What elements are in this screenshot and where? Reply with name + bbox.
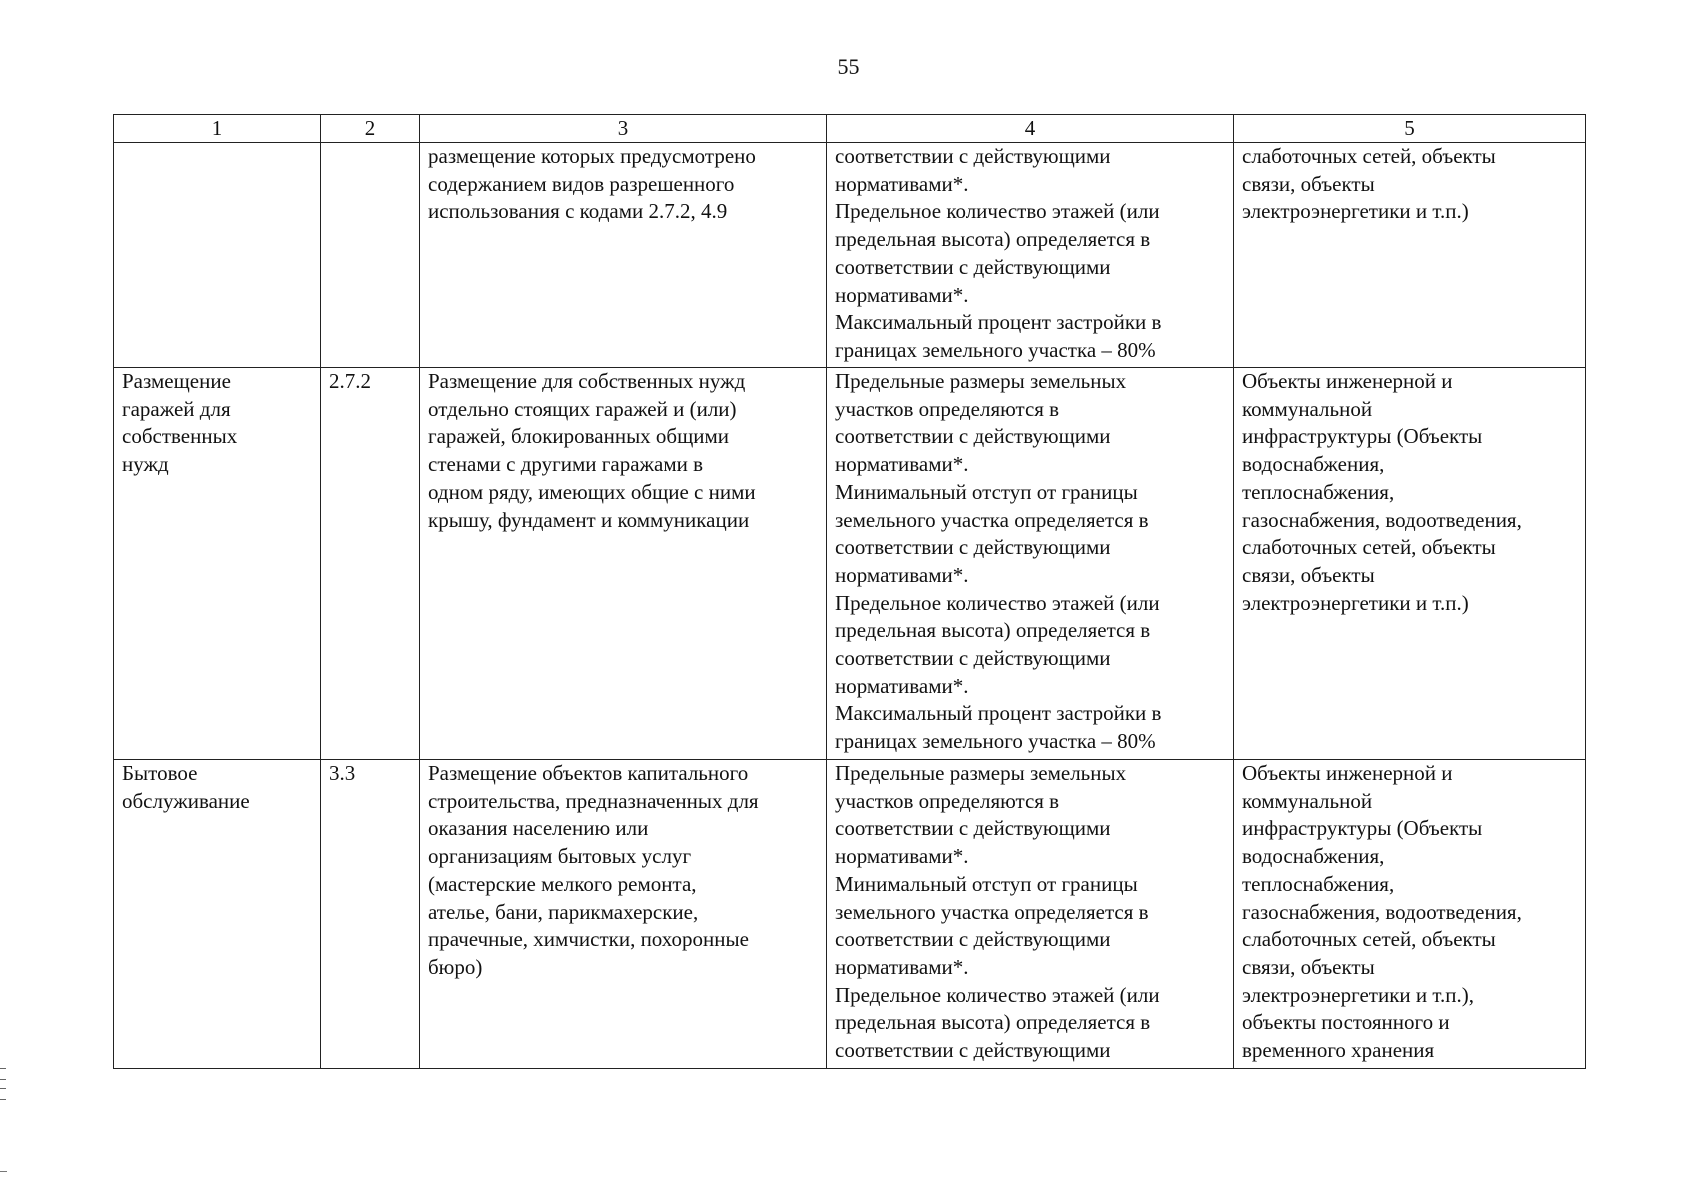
infrastructure-line: водоснабжения, — [1242, 844, 1385, 869]
infrastructure-line: слаботочных сетей, объекты — [1242, 144, 1496, 168]
use-name-cell — [114, 760, 321, 1069]
parameters-line: Предельное количество этажей (или — [835, 590, 1160, 615]
parameters-line: нормативами*. — [835, 171, 969, 196]
parameters-line: соответствии с действующими — [835, 816, 1111, 841]
parameters-line: соответствии с действующими — [835, 254, 1111, 279]
infrastructure-line: слаботочных сетей, объекты — [1242, 535, 1496, 560]
table-row — [114, 368, 1586, 760]
parameters-line: нормативами*. — [835, 562, 969, 587]
use-name-line: обслуживание — [122, 788, 250, 813]
infrastructure-line: временного хранения — [1242, 1038, 1435, 1063]
parameters-line: соответствии с действующими — [835, 144, 1111, 168]
parameters-line: участков определяются в — [835, 788, 1060, 813]
use-code-cell: 2.7.2 — [321, 368, 420, 760]
parameters-line: соответствии с действующими — [835, 424, 1111, 449]
infrastructure-line: водоснабжения, — [1242, 452, 1385, 477]
infrastructure-line: теплоснабжения, — [1242, 871, 1395, 896]
description-line: одном ряду, имеющих общие с ними — [428, 479, 756, 504]
page-number: 55 — [837, 54, 860, 79]
infrastructure-line: связи, объекты — [1242, 562, 1375, 587]
description-line: организациям бытовых услуг — [428, 844, 692, 869]
parameters-line: соответствии с действующими — [835, 535, 1111, 560]
infrastructure-line: теплоснабжения, — [1242, 479, 1395, 504]
parameters-line: соответствии с действующими — [835, 646, 1111, 671]
parameters-line: участков определяются в — [835, 396, 1060, 421]
infrastructure-line: газоснабжения, водоотведения, — [1242, 507, 1522, 532]
infrastructure-cell — [1234, 368, 1586, 760]
use-description-cell — [420, 143, 827, 368]
parameters-line: нормативами*. — [835, 452, 969, 477]
parameters-line: Минимальный отступ от границы — [835, 479, 1138, 504]
infrastructure-cell — [1234, 143, 1586, 368]
use-code-cell — [321, 143, 420, 368]
parameters-cell — [827, 760, 1234, 1069]
column-header-5: 5 — [1234, 115, 1586, 143]
use-description-cell — [420, 368, 827, 760]
description-line: стенами с другими гаражами в — [428, 452, 704, 477]
infrastructure-line: газоснабжения, водоотведения, — [1242, 899, 1522, 924]
parameters-line: соответствии с действующими — [835, 1038, 1111, 1063]
use-name-line: нужд — [122, 452, 169, 477]
description-line: Размещение для собственных нужд — [428, 369, 746, 393]
infrastructure-line: связи, объекты — [1242, 954, 1375, 979]
parameters-line: границах земельного участка – 80% — [835, 337, 1156, 362]
parameters-line: Предельные размеры земельных — [835, 761, 1127, 785]
parameters-line: предельная высота) определяется в — [835, 1010, 1151, 1035]
parameters-line: земельного участка определяется в — [835, 899, 1149, 924]
description-line: размещение которых предусмотрено — [428, 144, 756, 168]
description-line: строительства, предназначенных для — [428, 788, 759, 813]
column-header-4: 4 — [827, 115, 1234, 143]
description-line: оказания населению или — [428, 816, 649, 841]
use-code-cell: 3.3 — [321, 760, 420, 1069]
infrastructure-line: Объекты инженерной и — [1242, 369, 1453, 393]
use-name-cell — [114, 368, 321, 760]
parameters-line: нормативами*. — [835, 844, 969, 869]
parameters-line: Предельное количество этажей (или — [835, 199, 1160, 224]
table-row — [114, 143, 1586, 368]
parameters-line: Предельное количество этажей (или — [835, 982, 1160, 1007]
use-name-line: Бытовое — [122, 761, 198, 785]
description-line: гаражей, блокированных общими — [428, 424, 730, 449]
use-name-line: гаражей для — [122, 396, 231, 421]
table-row — [114, 760, 1586, 1069]
parameters-line: Минимальный отступ от границы — [835, 871, 1138, 896]
infrastructure-line: коммунальной — [1242, 396, 1373, 421]
description-line: Размещение объектов капитального — [428, 761, 749, 785]
scan-edge-tick — [0, 1171, 7, 1172]
description-line: прачечные, химчистки, похоронные — [428, 927, 749, 952]
parameters-line: предельная высота) определяется в — [835, 227, 1151, 252]
infrastructure-line: электроэнергетики и т.п.) — [1242, 590, 1469, 615]
infrastructure-line: электроэнергетики и т.п.), — [1242, 982, 1474, 1007]
description-line: содержанием видов разрешенного — [428, 171, 735, 196]
use-name-cell — [114, 143, 321, 368]
header-row — [114, 115, 1586, 143]
parameters-cell — [827, 143, 1234, 368]
parameters-line: Максимальный процент застройки в — [835, 701, 1162, 726]
table-header — [114, 115, 1586, 143]
parameters-line: границах земельного участка – 80% — [835, 729, 1156, 754]
infrastructure-cell — [1234, 760, 1586, 1069]
description-line: отдельно стоящих гаражей и (или) — [428, 396, 737, 421]
column-header-3: 3 — [420, 115, 827, 143]
description-line: использования с кодами 2.7.2, 4.9 — [428, 199, 728, 224]
infrastructure-line: Объекты инженерной и — [1242, 761, 1453, 785]
parameters-line: Максимальный процент застройки в — [835, 310, 1162, 335]
scan-edge-marks — [0, 1068, 6, 1100]
parameters-line: Предельные размеры земельных — [835, 369, 1127, 393]
use-description-cell — [420, 760, 827, 1069]
infrastructure-line: электроэнергетики и т.п.) — [1242, 199, 1469, 224]
use-name-line: собственных — [122, 424, 238, 449]
infrastructure-line: объекты постоянного и — [1242, 1010, 1450, 1035]
parameters-line: нормативами*. — [835, 954, 969, 979]
parameters-line: предельная высота) определяется в — [835, 618, 1151, 643]
parameters-line: нормативами*. — [835, 282, 969, 307]
infrastructure-line: связи, объекты — [1242, 171, 1375, 196]
column-header-1: 1 — [114, 115, 321, 143]
use-name-line: Размещение — [122, 369, 231, 393]
parameters-line: нормативами*. — [835, 673, 969, 698]
infrastructure-line: инфраструктуры (Объекты — [1242, 816, 1483, 841]
description-line: бюро) — [428, 954, 483, 979]
description-line: ателье, бани, парикмахерские, — [428, 899, 699, 924]
table-body — [114, 143, 1586, 1069]
land-use-table — [113, 114, 1586, 1069]
description-line: (мастерские мелкого ремонта, — [428, 871, 697, 896]
parameters-line: соответствии с действующими — [835, 927, 1111, 952]
parameters-cell — [827, 368, 1234, 760]
infrastructure-line: коммунальной — [1242, 788, 1373, 813]
description-line: крышу, фундамент и коммуникации — [428, 507, 750, 532]
infrastructure-line: инфраструктуры (Объекты — [1242, 424, 1483, 449]
parameters-line: земельного участка определяется в — [835, 507, 1149, 532]
infrastructure-line: слаботочных сетей, объекты — [1242, 927, 1496, 952]
column-header-2: 2 — [321, 115, 420, 143]
